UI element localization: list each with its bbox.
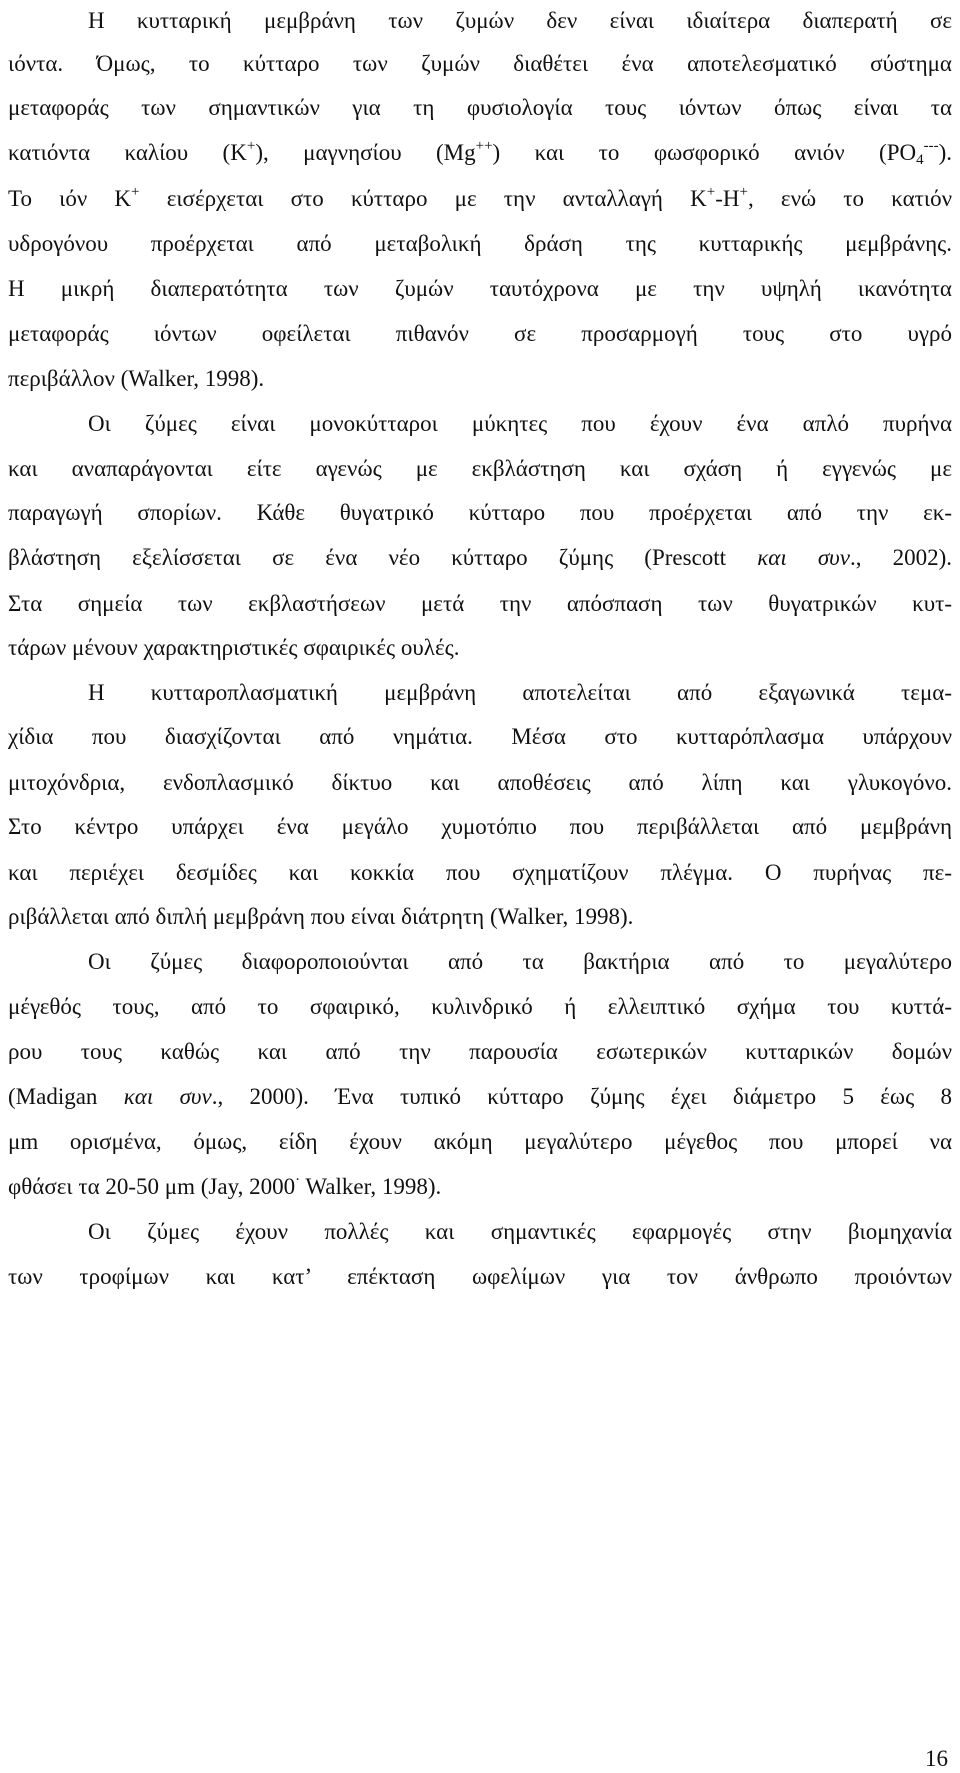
text-line: μm ορισμένα, όμως, είδη έχουν ακόμη μεγαλύτερο μέγεθος που μπορεί να: [8, 1129, 952, 1154]
text-line: μέγεθός τους, από το σφαιρικό, κυλινδρικό ή ελλειπτικό σχήμα του κυττά-: [8, 994, 952, 1019]
text-line: ρου τους καθώς και από την παρουσία εσωτερικών κυτταρικών δομών: [8, 1039, 952, 1064]
text-line: Στο κέντρο υπάρχει ένα μεγάλο χυμοτόπιο που περιβάλλεται από μεμβράνη: [8, 814, 952, 839]
page-number: 16: [925, 1746, 948, 1771]
text-line: Η μικρή διαπερατότητα των ζυμών ταυτόχρονα με την υψηλή ικανότητα: [8, 276, 952, 301]
text-line: κατιόντα καλίου (K+), μαγνησίου (Mg++) και το φωσφορικό ανιόν $(PO_4^{---})$.: [8, 138, 953, 168]
text-line: ιόντα. Όμως, το κύτταρο των ζυμών διαθέτει ένα αποτελεσματικό σύστημα: [8, 51, 952, 76]
text-line: μεταφοράς των σημαντικών για τη φυσιολογία τους ιόντων όπως είναι τα: [8, 95, 952, 120]
text-line: μεταφοράς ιόντων οφείλεται πιθανόν σε προσαρμογή τους στο υγρό: [8, 321, 952, 346]
text-line: και αναπαράγονται είτε αγενώς με εκβλάστηση και σχάση ή εγγενώς με: [8, 456, 952, 481]
text-line: φθάσει τα 20-50 μm (Jay, 2000· Walker, 1998).: [8, 1172, 442, 1199]
text-line: χίδια που διασχίζονται από νημάτια. Μέσα στο κυτταρόπλασμα υπάρχουν: [8, 724, 952, 749]
text-line: Η κυτταρική μεμβράνη των ζυμών δεν είναι ιδιαίτερα διαπερατή σε: [88, 8, 952, 33]
text-line: βλάστηση εξελίσσεται σε ένα νέο κύτταρο ζύμης (Prescott και συν., 2002).: [8, 545, 952, 570]
text-line: ριβάλλεται από διπλή μεμβράνη που είναι διάτρητη (Walker, 1998).: [8, 904, 634, 929]
text-line: Οι ζύμες είναι μονοκύτταροι μύκητες που έχουν ένα απλό πυρήνα: [88, 411, 952, 436]
text-line: των τροφίμων και κατ’ επέκταση ωφελίμων για τον άνθρωπο προιόντων: [8, 1264, 952, 1289]
text-line: Το ιόν K+ εισέρχεται στο κύτταρο με την ανταλλαγή K+-H+, ενώ το κατιόν: [8, 184, 952, 211]
text-line: παραγωγή σπορίων. Κάθε θυγατρικό κύτταρο που προέρχεται από την εκ-: [8, 500, 952, 525]
text-line: τάρων μένουν χαρακτηριστικές σφαιρικές ουλές.: [8, 635, 460, 660]
text-line: περιβάλλον (Walker, 1998).: [8, 366, 265, 391]
text-line: Στα σημεία των εκβλαστήσεων μετά την απόσπαση των θυγατρικών κυτ-: [8, 591, 952, 616]
text-line: Οι ζύμες διαφοροποιούνται από τα βακτήρια από το μεγαλύτερο: [88, 949, 952, 974]
text-line: υδρογόνου προέρχεται από μεταβολική δράση της κυτταρικής μεμβράνης.: [8, 231, 952, 256]
text-line: Η κυτταροπλασματική μεμβράνη αποτελείται από εξαγωνικά τεμα-: [88, 680, 952, 705]
text-line: και περιέχει δεσμίδες και κοκκία που σχηματίζουν πλέγμα. Ο πυρήνας πε-: [8, 860, 952, 885]
text-line: Οι ζύμες έχουν πολλές και σημαντικές εφαρμογές στην βιομηχανία: [88, 1219, 952, 1244]
text-line: μιτοχόνδρια, ενδοπλασμικό δίκτυο και αποθέσεις από λίπη και γλυκογόνο.: [8, 770, 952, 795]
text-line: (Madigan και συν., 2000). Ένα τυπικό κύτταρο ζύμης έχει διάμετρο 5 έως 8: [8, 1084, 952, 1109]
